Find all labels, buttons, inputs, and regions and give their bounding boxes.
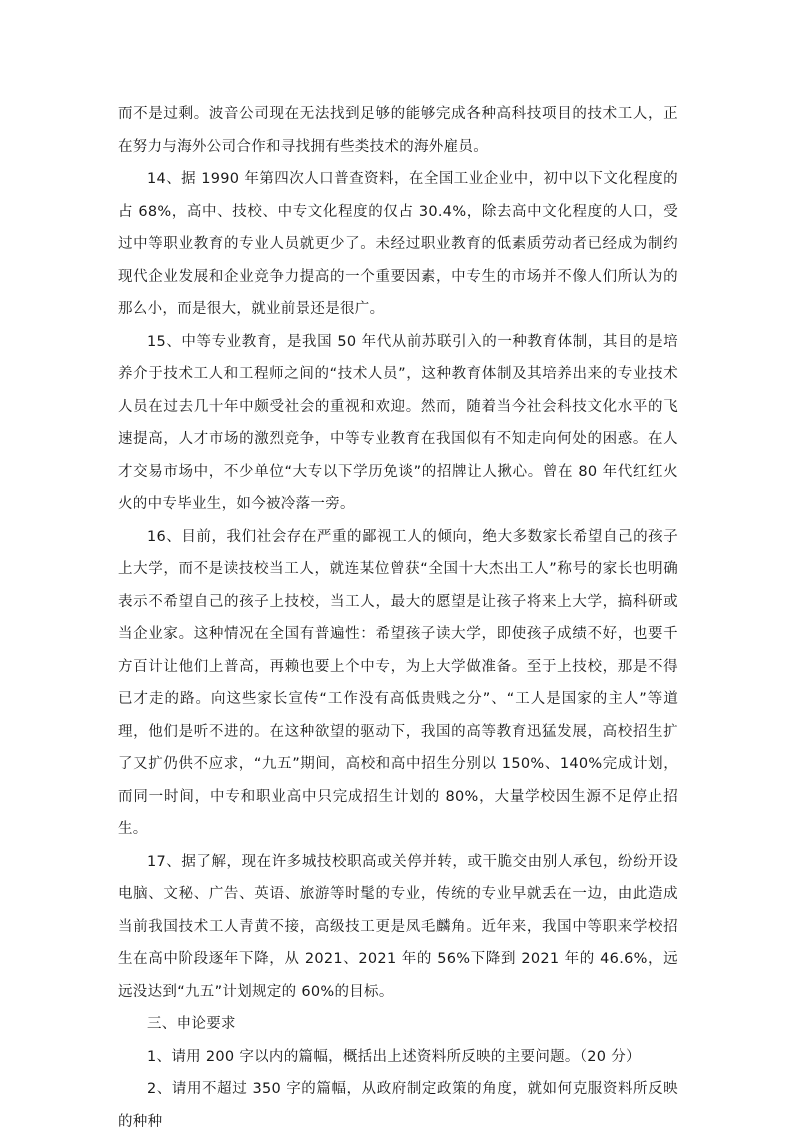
- paragraph-13-continuation: 而不是过剩。波音公司现在无法找到足够的能够完成各种高科技项目的技术工人，正在努力与海外公司合作和寻找拥有些类技术的海外雇员。: [118, 106, 678, 155]
- requirement-1: 1、请用 200 字以内的篇幅，概括出上述资料所反映的主要问题。（20 分）: [147, 1048, 641, 1065]
- paragraph-17: 17、据了解，现在许多城技校职高或关停并转，或干脆交由别人承包，纷纷开设电脑、文秘、广告、英语、旅游等时髦的专业，传统的专业早就丢在一边，由此造成当前我国技术工人青黄不接，高级技工更是凤毛麟角。近年来，我国中等职来学校招生在高中阶段逐年下降，从 2021、2021 年的 56%下降到 2021 年的 46.6%，远远没达到“九五”计划规定的 60%的目标。: [118, 853, 678, 1000]
- paragraph-15: 15、中等专业教育，是我国 50 年代从前苏联引入的一种教育体制，其目的是培养介于技术工人和工程师之间的“技术人员”，这种教育体制及其培养出来的专业技术人员在过去几十年中颇受社会的重视和欢迎。然而，随着当今社会科技文化水平的飞速提高，人才市场的激烈竞争，中等专业教育在我国似有不知走向何处的困惑。在人才交易市场中，不少单位“大专以下学历免谈”的招牌让人揪心。曾在 80 年代红红火火的中专毕业生，如今被冷落一旁。: [118, 333, 678, 512]
- paragraph-14: 14、据 1990 年第四次人口普查资料，在全国工业企业中，初中以下文化程度的占 68%，高中、技校、中专文化程度的仅占 30.4%，除去高中文化程度的人口，受过中等职业教育的专业人员就更少了。未经过职业教育的低素质劳动者已经成为制约现代企业发展和企业竞争力提高的一个重要因素，中专生的市场并不像人们所认为的那么小，而是很大，就业前景还是很广。: [118, 171, 678, 317]
- document-body: [118, 98, 678, 1138]
- requirement-2: 2、请用不超过 350 字的篇幅，从政府制定政策的角度，就如何克服资料所反映的种种: [118, 1081, 678, 1130]
- paragraph-16: 16、目前，我们社会存在严重的鄙视工人的倾向，绝大多数家长希望自己的孩子上大学，而不是读技校当工人，就连某位曾获“全国十大杰出工人”称号的家长也明确表示不希望自己的孩子上技校，当工人，最大的愿望是让孩子将来上大学，搞科研或当企业家。这种情况在全国有普遍性：希望孩子读大学，即使孩子成绩不好，也要千方百计让他们上普高，再赖也要上个中专，为上大学做准备。至于上技校，那是不得已才走的路。向这些家长宣传“工作没有高低贵贱之分”、“工人是国家的主人”等道理，他们是听不进的。在这种欲望的驱动下，我国的高等教育迅猛发展，高校招生扩了又扩仍供不应求，“九五”期间，高校和高中招生分别以 150%、140%完成计划，而同一时间，中专和职业高中只完成招生计划的 80%，大量学校因生源不足停止招生。: [118, 528, 678, 837]
- section-heading-requirements: 三、申论要求: [147, 1016, 236, 1032]
